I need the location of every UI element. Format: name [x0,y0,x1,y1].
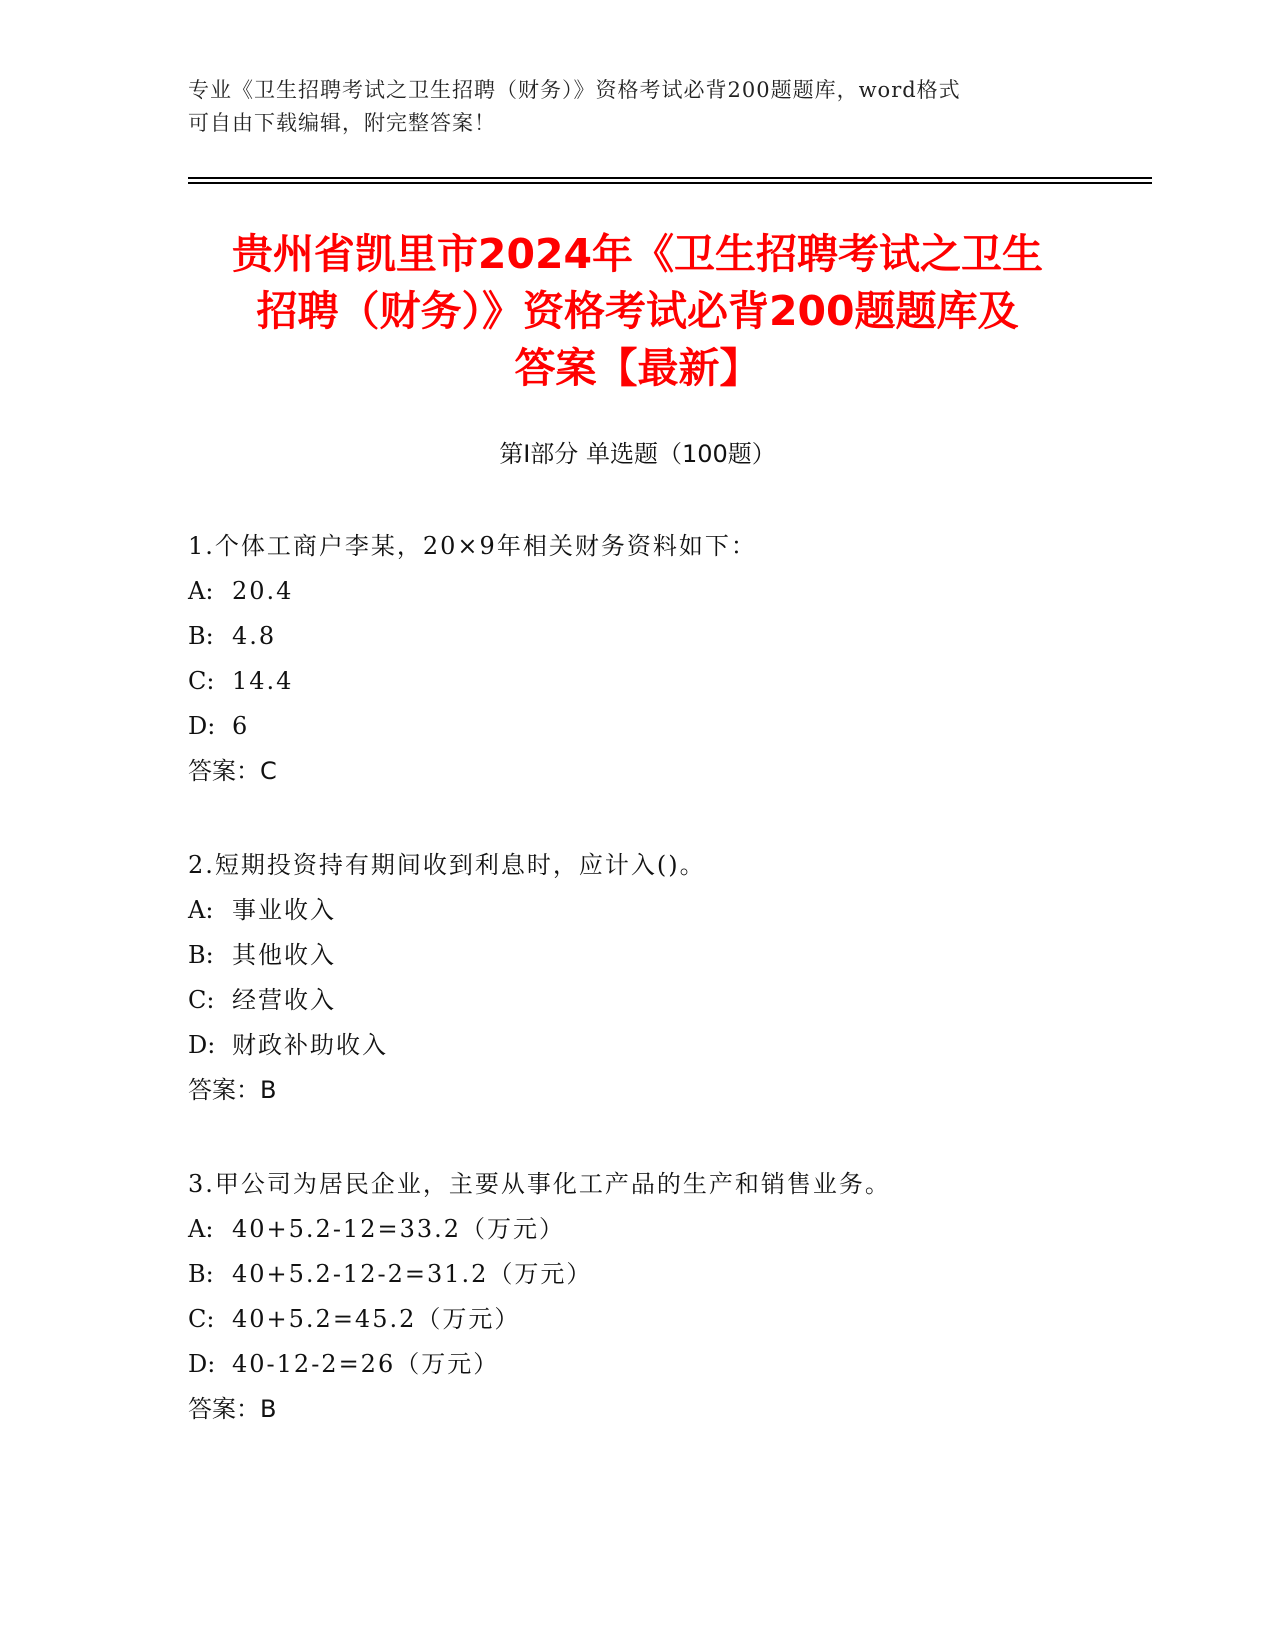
answer-line: 答案：B [188,1395,277,1423]
option-letter: C: [188,986,215,1014]
option-letter: B: [188,1260,214,1288]
option-letter: D: [188,1350,216,1378]
option-c [188,659,1148,704]
option-text: 4.8 [232,622,277,650]
option-text: 40+5.2-12=33.2（万元） [232,1215,566,1243]
header-divider-top [188,177,1152,179]
header-note-line-2: 可自由下载编辑，附完整答案！ [188,111,496,135]
option-text: 财政补助收入 [232,1031,388,1059]
header-divider-bottom [188,182,1152,184]
option-letter: C: [188,1305,215,1333]
option-text: 其他收入 [232,941,336,969]
option-b [188,614,1148,659]
option-letter: A: [188,896,214,924]
option-a [188,888,1148,933]
option-c [188,1297,1148,1342]
option-text: 40+5.2-12-2=31.2（万元） [232,1260,593,1288]
option-letter: B: [188,941,214,969]
document-title [150,226,1125,397]
option-c [188,978,1148,1023]
option-letter: A: [188,1215,214,1243]
option-text: 40+5.2=45.2（万元） [232,1305,521,1333]
option-b [188,933,1148,978]
document-title-line-2: 招聘（财务）》资格考试必背200题题库及 [256,287,1019,335]
option-text: 14.4 [232,667,294,695]
option-letter: B: [188,622,214,650]
question-stem: 2.短期投资持有期间收到利息时，应计入()。 [188,851,706,879]
option-letter: D: [188,712,216,740]
option-b [188,1252,1148,1297]
option-d [188,1342,1148,1387]
option-text: 20.4 [232,577,294,605]
section-title: 第Ⅰ部分 单选题（100题） [499,440,776,468]
option-text: 经营收入 [232,986,336,1014]
question-2 [188,843,1148,1113]
answer-line: 答案：C [188,757,277,785]
header-note [188,74,1088,140]
option-a [188,1207,1148,1252]
option-text: 事业收入 [232,896,336,924]
document-title-line-1: 贵州省凯里市2024年《卫生招聘考试之卫生 [231,230,1044,278]
option-letter: C: [188,667,215,695]
option-text: 6 [232,712,250,740]
question-stem: 3.甲公司为居民企业，主要从事化工产品的生产和销售业务。 [188,1170,891,1198]
option-d [188,1023,1148,1068]
question-1 [188,524,1148,794]
question-stem: 1.个体工商户李某，20×9年相关财务资料如下： [188,532,757,560]
header-note-line-1: 专业《卫生招聘考试之卫生招聘（财务）》资格考试必背200题题库，word格式 [188,78,961,102]
question-3 [188,1162,1148,1432]
document-title-line-3: 答案【最新】 [514,344,761,392]
option-text: 40-12-2=26（万元） [232,1350,500,1378]
option-letter: A: [188,577,214,605]
option-letter: D: [188,1031,216,1059]
answer-line: 答案：B [188,1076,277,1104]
option-a [188,569,1148,614]
option-d [188,704,1148,749]
